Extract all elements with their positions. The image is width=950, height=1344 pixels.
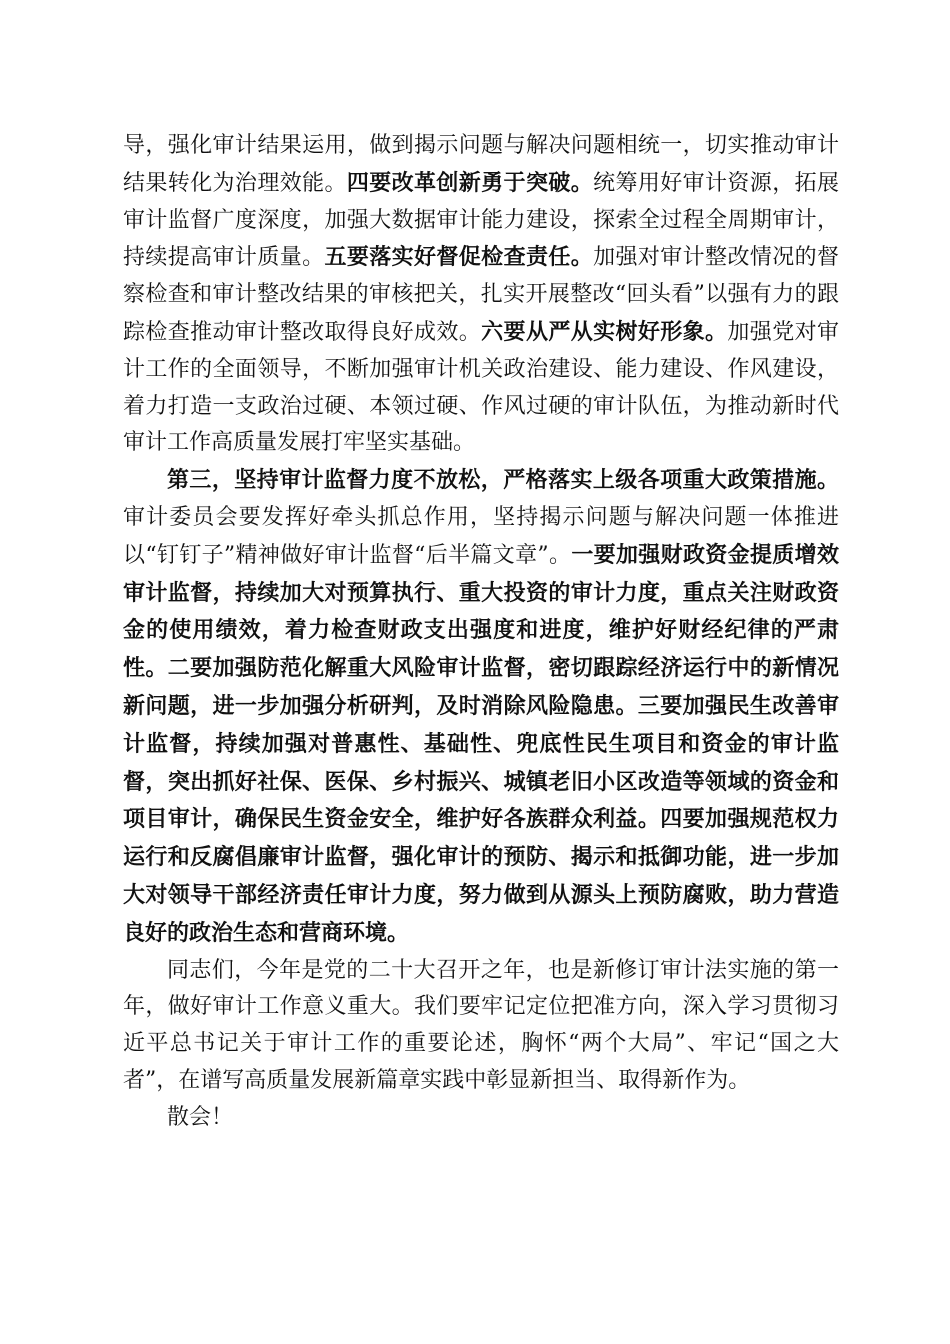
- document-body: [123, 128, 839, 1137]
- text-run: 审计委员会要发挥好牵头抓总作用，坚持揭示问题与解决问题一体推进以“钉钉子”精神做好审计监督“后半篇文章”。: [123, 504, 839, 568]
- text-run: 导，强化审计结果运用，做到揭示问题与解决问题相统一，切实推动审计结果转化为治理效能。: [123, 133, 839, 196]
- bold-heading-six: 六要从严从实树好形象。: [481, 318, 728, 345]
- paragraph-adjourn: 散会！: [167, 1104, 234, 1130]
- text-run: 加强对审计整改情况的督察检查和审计整改结果的审核把关，扎实开展整改“回头看”以强有力的跟踪检查推动审计整改取得良好成效。: [123, 245, 839, 345]
- paragraph-continuation: [123, 128, 839, 462]
- paragraph-closing-remarks: 同志们，今年是党的二十大召开之年，也是新修订审计法实施的第一年，做好审计工作意义重大。我们要牢记定位把准方向，深入学习贯彻习近平总书记关于审计工作的重要论述，胸怀“两个大局”、牢记“国之大者”，在谱写高质量发展新篇章实践中彰显新担当、取得新作为。: [123, 957, 839, 1093]
- bold-section-heading: 第三，坚持审计监督力度不放松，严格落实上级各项重大政策措施。: [167, 467, 839, 494]
- text-run: 加强党对审计工作的全面领导，不断加强审计机关政治建设、能力建设、作风建设，着力打造一支政治过硬、本领过硬、作风过硬的审计队伍，为推动新时代审计工作高质量发展打牢坚实基础。: [123, 319, 839, 456]
- paragraph-third-point: [123, 462, 839, 952]
- bold-heading-four: 四要改革创新勇于突破。: [346, 169, 594, 196]
- text-run: 统筹用好审计资源，拓展审计监督广度深度，加强大数据审计能力建设，探索全过程全周期审计，持续提高审计质量。: [123, 170, 839, 271]
- bold-heading-five: 五要落实好督促检查责任。: [324, 244, 594, 271]
- bold-text-run: 一要加强财政资金提质增效审计监督，持续加大对预算执行、重大投资的审计力度，重点关注财政资金的使用绩效，着力检查财政支出强度和进度，维护好财经纪律的严肃性。二要加强防范化解重大风险审计监督，密切跟踪经济运行中的新情况新问题，进一步加强分析研判，及时消除风险隐患。三要加强民生改善审计监督，持续加强对普惠性、基础性、兜底性民生项目和资金的审计监督，突出抓好社保、医保、乡村振兴、城镇老旧小区改造等领域的资金和项目审计，确保民生资金安全，维护好各族群众利益。四要加强规范权力运行和反腐倡廉审计监督，强化审计的预防、揭示和抵御功能，进一步加大对领导干部经济责任审计力度，努力做到从源头上预防腐败，助力营造良好的政治生态和营商环境。: [123, 541, 839, 946]
